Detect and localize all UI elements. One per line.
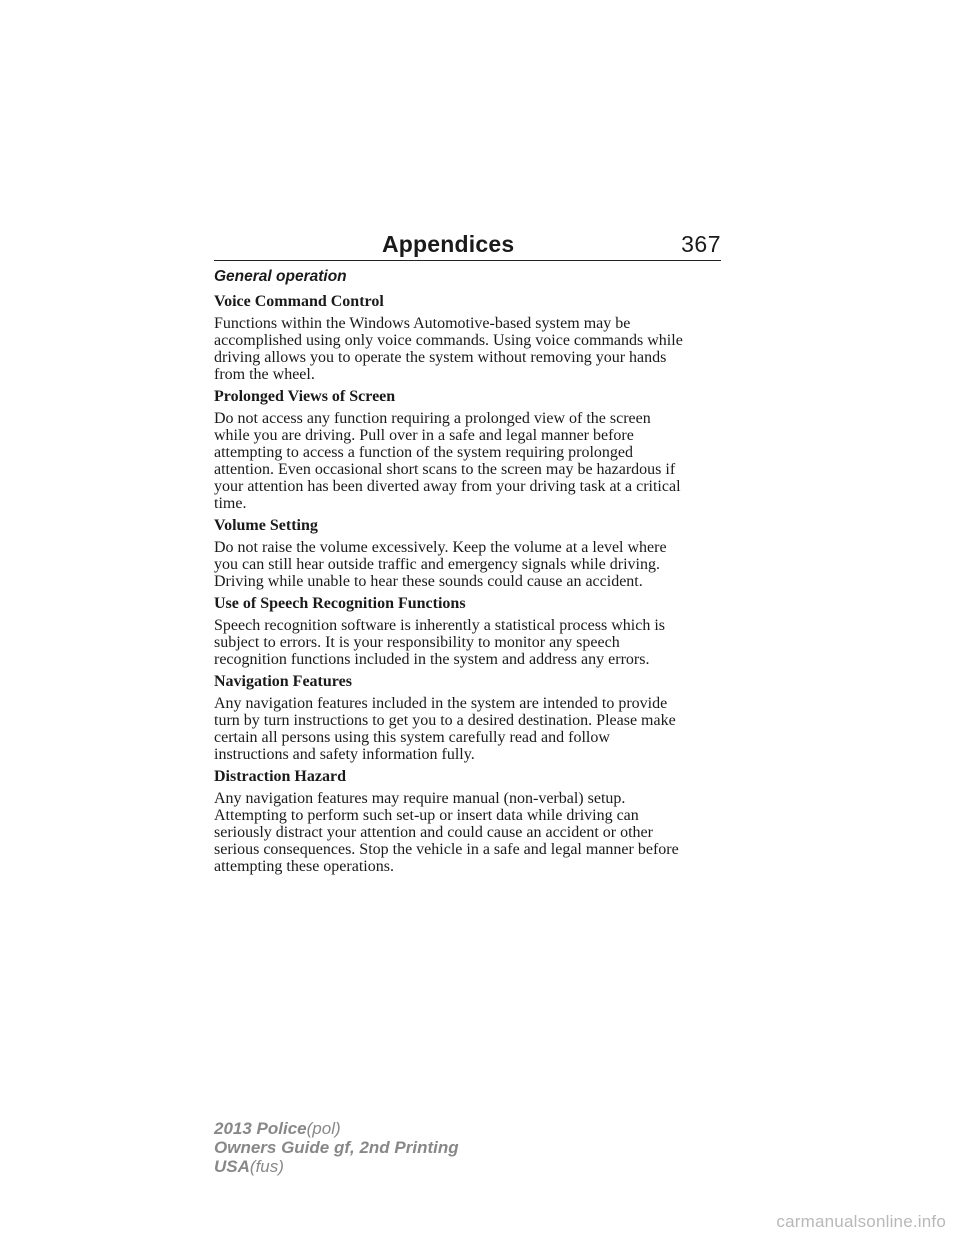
page-content [214, 268, 724, 880]
text-line: recognition functions included in the system and address any errors. [214, 651, 650, 668]
footer-line-region [214, 1157, 459, 1176]
footer-region: USA [214, 1157, 250, 1176]
footer-line-model [214, 1119, 459, 1138]
text-line: Functions within the Windows Automotive-based system may be [214, 315, 631, 332]
document-footer [214, 1119, 459, 1176]
footer-model: 2013 Police [214, 1119, 307, 1138]
text-line: time. [214, 495, 247, 512]
section-distraction-hazard [214, 768, 724, 875]
text-line: you can still hear outside traffic and emergency signals while driving. [214, 556, 660, 573]
text-line: Driving while unable to hear these sounds could cause an accident. [214, 573, 643, 590]
subheading: Prolonged Views of Screen [214, 388, 396, 405]
footer-guide: Owners Guide gf, 2nd Printing [214, 1138, 459, 1157]
text-line: attempting these operations. [214, 858, 394, 875]
section-prolonged-views [214, 388, 724, 512]
text-line: Speech recognition software is inherently a statistical process which is [214, 617, 665, 634]
text-line: your attention has been diverted away from your driving task at a critical [214, 478, 681, 495]
text-line: accomplished using only voice commands. Using voice commands while [214, 332, 683, 349]
text-line: seriously distract your attention and could cause an accident or other [214, 824, 653, 841]
text-line: Do not access any function requiring a prolonged view of the screen [214, 410, 651, 427]
text-line: instructions and safety information fully. [214, 746, 475, 763]
footer-model-code: (pol) [306, 1119, 341, 1138]
watermark: carmanualsonline.info [776, 1212, 946, 1231]
text-line: driving allows you to operate the system without removing your hands [214, 349, 667, 366]
paragraph [214, 315, 724, 383]
text-line: Do not raise the volume excessively. Keep the volume at a level where [214, 539, 667, 556]
section-voice-command-control [214, 293, 724, 383]
text-line: Attempting to perform such set-up or insert data while driving can [214, 807, 639, 824]
footer-region-code: (fus) [249, 1157, 284, 1176]
page-header [214, 226, 721, 261]
subheading: Voice Command Control [214, 293, 384, 310]
page-number: 367 [681, 231, 721, 257]
section-title: General operation [214, 268, 347, 285]
text-line: Any navigation features may require manual (non-verbal) setup. [214, 790, 626, 807]
text-line: from the wheel. [214, 366, 315, 383]
text-line: attention. Even occasional short scans to the screen may be hazardous if [214, 461, 676, 478]
section-navigation-features [214, 673, 724, 763]
section-speech-recognition [214, 595, 724, 668]
section-volume-setting [214, 517, 724, 590]
text-line: attempting to access a function of the system requiring prolonged [214, 444, 633, 461]
paragraph [214, 410, 724, 512]
subheading: Use of Speech Recognition Functions [214, 595, 466, 612]
text-line: subject to errors. It is your responsibility to monitor any speech [214, 634, 620, 651]
text-line: certain all persons using this system carefully read and follow [214, 729, 610, 746]
subheading: Distraction Hazard [214, 768, 346, 785]
paragraph [214, 695, 724, 763]
subheading: Navigation Features [214, 673, 352, 690]
paragraph [214, 617, 724, 668]
text-line: while you are driving. Pull over in a safe and legal manner before [214, 427, 634, 444]
text-line: serious consequences. Stop the vehicle in a safe and legal manner before [214, 841, 679, 858]
page-title: Appendices [382, 231, 515, 257]
paragraph [214, 790, 724, 875]
text-line: turn by turn instructions to get you to a desired destination. Please make [214, 712, 676, 729]
paragraph [214, 539, 724, 590]
subheading: Volume Setting [214, 517, 318, 534]
text-line: Any navigation features included in the system are intended to provide [214, 695, 668, 712]
